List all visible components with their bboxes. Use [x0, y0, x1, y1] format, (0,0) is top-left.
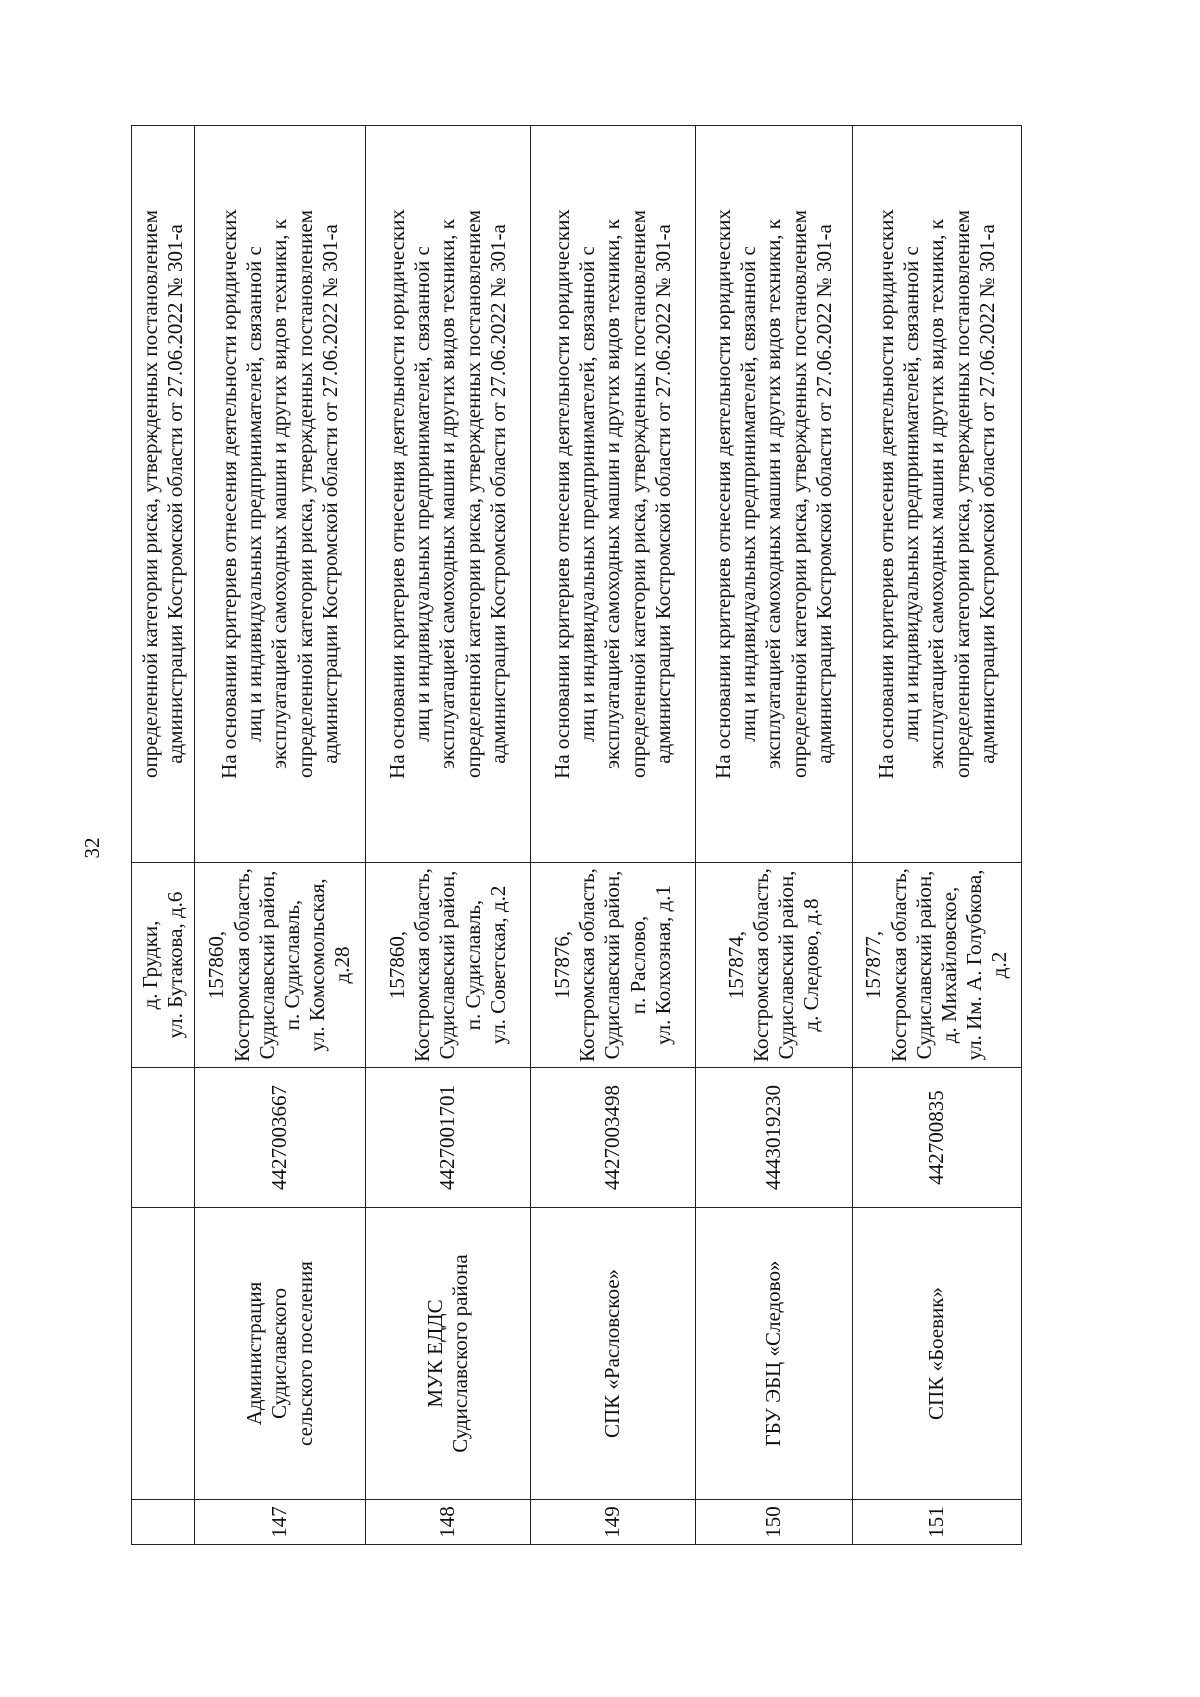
cell-basis: На основании критериев отнесения деятельности юридических лиц и индивидуальных предпринимателей, связанной с эксплуатацией самоходных машин и других видов техники, к определенной категории риска, утвержденных постановлением администрации Костромской области от 27.06.2022 № 301-а	[853, 126, 1022, 863]
table-row	[366, 126, 531, 1545]
table-row	[696, 126, 853, 1545]
cell-number	[132, 1500, 195, 1545]
registry-table-frame	[131, 126, 1051, 1545]
cell-address: 157876, Костромская область, Судиславский район, п. Раслово, ул. Колхозная, д.1	[531, 863, 696, 1068]
cell-number: 150	[696, 1500, 853, 1545]
cell-address: 157874, Костромская область, Судиславский район, д. Следово, д.8	[696, 863, 853, 1068]
cell-name	[132, 1208, 195, 1500]
cell-address: 157860, Костромская область, Судиславский район, п. Судиславль, ул. Советская, д.2	[366, 863, 531, 1068]
cell-address: 157860, Костромская область, Судиславский район, п. Судиславль, ул. Комсомольская, д.28	[195, 863, 366, 1068]
cell-basis: На основании критериев отнесения деятельности юридических лиц и индивидуальных предпринимателей, связанной с эксплуатацией самоходных машин и других видов техники, к определенной категории риска, утвержденных постановлением администрации Костромской области от 27.06.2022 № 301-а	[366, 126, 531, 863]
page-number: 32	[80, 837, 104, 859]
cell-address: д. Грудки, ул. Бутакова, д.6	[132, 863, 195, 1068]
table-row	[531, 126, 696, 1545]
table-row	[853, 126, 1022, 1545]
cell-inn: 4427003498	[531, 1068, 696, 1208]
cell-basis: На основании критериев отнесения деятельности юридических лиц и индивидуальных предпринимателей, связанной с эксплуатацией самоходных машин и других видов техники, к определенной категории риска, утвержденных постановлением администрации Костромской области от 27.06.2022 № 301-а	[696, 126, 853, 863]
cell-number: 147	[195, 1500, 366, 1545]
registry-table	[131, 125, 1022, 1545]
cell-name: СПК «Боевик»	[853, 1208, 1022, 1500]
cell-address: 157877, Костромская область, Судиславский район, д. Михайловское, ул. Им. А. Голубкова, д.2	[853, 863, 1022, 1068]
cell-basis: На основании критериев отнесения деятельности юридических лиц и индивидуальных предпринимателей, связанной с эксплуатацией самоходных машин и других видов техники, к определенной категории риска, утвержденных постановлением администрации Костромской области от 27.06.2022 № 301-а	[531, 126, 696, 863]
table-row-continuation	[132, 126, 195, 1545]
table-row	[195, 126, 366, 1545]
cell-name: МУК ЕДДС Судиславского района	[366, 1208, 531, 1500]
cell-name: ГБУ ЭБЦ «Следово»	[696, 1208, 853, 1500]
cell-number: 149	[531, 1500, 696, 1545]
cell-basis: На основании критериев отнесения деятельности юридических лиц и индивидуальных предпринимателей, связанной с эксплуатацией самоходных машин и других видов техники, к определенной категории риска, утвержденных постановлением администрации Костромской области от 27.06.2022 № 301-а	[195, 126, 366, 863]
cell-inn: 4427001701	[366, 1068, 531, 1208]
cell-number: 151	[853, 1500, 1022, 1545]
cell-name: Администрация Судиславского сельского поселения	[195, 1208, 366, 1500]
cell-inn	[132, 1068, 195, 1208]
cell-inn: 4427003667	[195, 1068, 366, 1208]
cell-name: СПК «Расловское»	[531, 1208, 696, 1500]
cell-basis: определенной категории риска, утвержденных постановлением администрации Костромской области от 27.06.2022 № 301-а	[132, 126, 195, 863]
cell-inn: 442700835	[853, 1068, 1022, 1208]
cell-number: 148	[366, 1500, 531, 1545]
cell-inn: 4443019230	[696, 1068, 853, 1208]
